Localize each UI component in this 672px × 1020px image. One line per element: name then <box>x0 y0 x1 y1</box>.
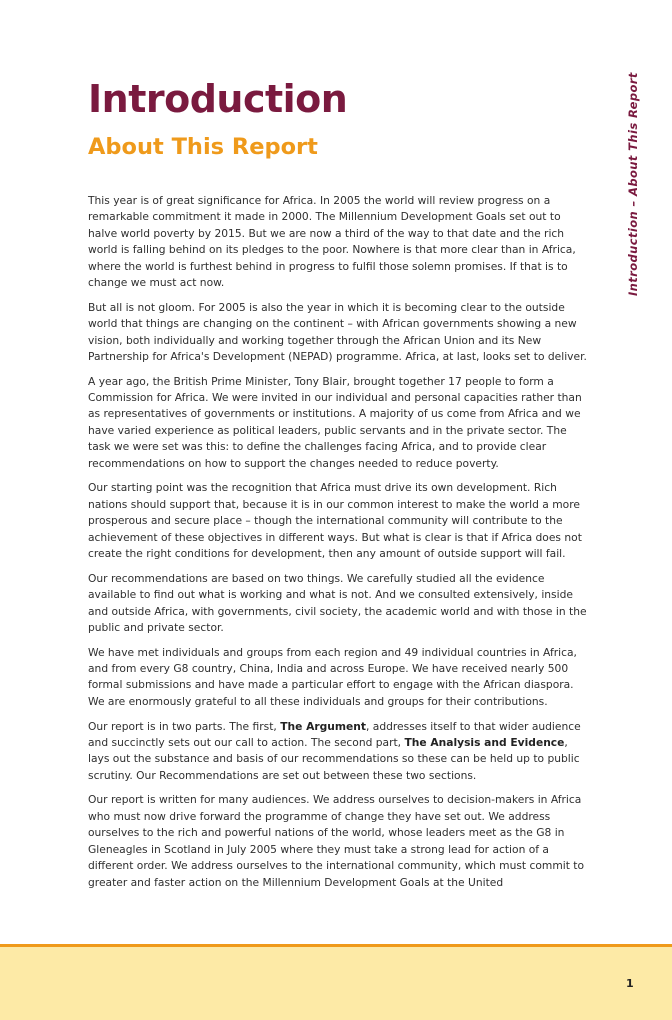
paragraph: Our starting point was the recognition that Africa must drive its own development. Rich nations should support that, because it is in our common interest to make the world a more prosperous and secure place – though the international community will contribute to the achievement of these objectives in different ways. But what is clear is that if Africa does not create the right conditions for development, then any amount of outside support will fail. <box>88 481 582 561</box>
side-section-label: Introduction – About This Report <box>626 72 640 296</box>
paragraph: But all is not gloom. For 2005 is also the year in which it is becoming clear to the outside world that things are changing on the continent – with African governments showing a new vision, both individually and working together through the African Union and its New Partnership for Africa's Development (NEPAD) programme. Africa, at last, looks set to deliver. <box>88 300 587 363</box>
page-subtitle: About This Report <box>88 134 318 160</box>
paragraph: A year ago, the British Prime Minister, Tony Blair, brought together 17 people to form a Commission for Africa. We were invited in our individual and personal capacities rather than as representatives of governments or institutions. A majority of us come from Africa and we have varied experience as political leaders, public servants and in the private sector. The task we were set was this: to define the challenges facing Africa, and to provide clear recommendations on how to support the changes needed to reduce poverty. <box>88 374 582 470</box>
paragraph: We have met individuals and groups from each region and 49 individual countries in Africa, and from every G8 country, China, India and across Europe. We have received nearly 500 formal submissions and have made a particular effort to engage with the African diaspora. We are enormously grateful to all these individuals and groups for their contributions. <box>88 645 577 708</box>
footer-band <box>0 947 672 1020</box>
paragraph: Our report is in two parts. The first, The Argument, addresses itself to that wider audience and succinctly sets out our call to action. The second part, The Analysis and Evidence, lays out the substance and basis of our recommendations so these can be held up to public scrutiny. Our Recommendations are set out between these two sections. <box>88 719 581 782</box>
paragraph: Our report is written for many audiences. We address ourselves to decision-makers in Africa who must now drive forward the programme of change they have set out. We address ourselves to the rich and powerful nations of the world, whose leaders meet as the G8 in Gleneagles in Scotland in July 2005 where they must take a strong lead for action of a different order. We address ourselves to the international community, which must commit to greater and faster action on the Millennium Development Goals at the United <box>88 793 585 889</box>
bold-term-the-argument: The Argument <box>280 719 366 733</box>
paragraph: This year is of great significance for Africa. In 2005 the world will review progress on a remarkable commitment it made in 2000. The Millennium Development Goals set out to halve world poverty by 2015. But we are now a third of the way to that date and the rich world is falling behind on its pledges to the poor. Nowhere is that more clear than in Africa, where the world is furthest behind in progress to fulfil those solemn promises. If that is to change we must act now. <box>88 194 576 290</box>
page-number: 1 <box>626 977 634 990</box>
body-text <box>88 193 588 899</box>
bold-term-analysis-and-evidence: The Analysis and Evidence <box>404 735 565 749</box>
paragraph: Our recommendations are based on two things. We carefully studied all the evidence available to find out what is working and what is not. And we consulted extensively, inside and outside Africa, with governments, civil society, the academic world and with those in the public and private sector. <box>88 571 587 634</box>
page-title: Introduction <box>88 77 348 121</box>
